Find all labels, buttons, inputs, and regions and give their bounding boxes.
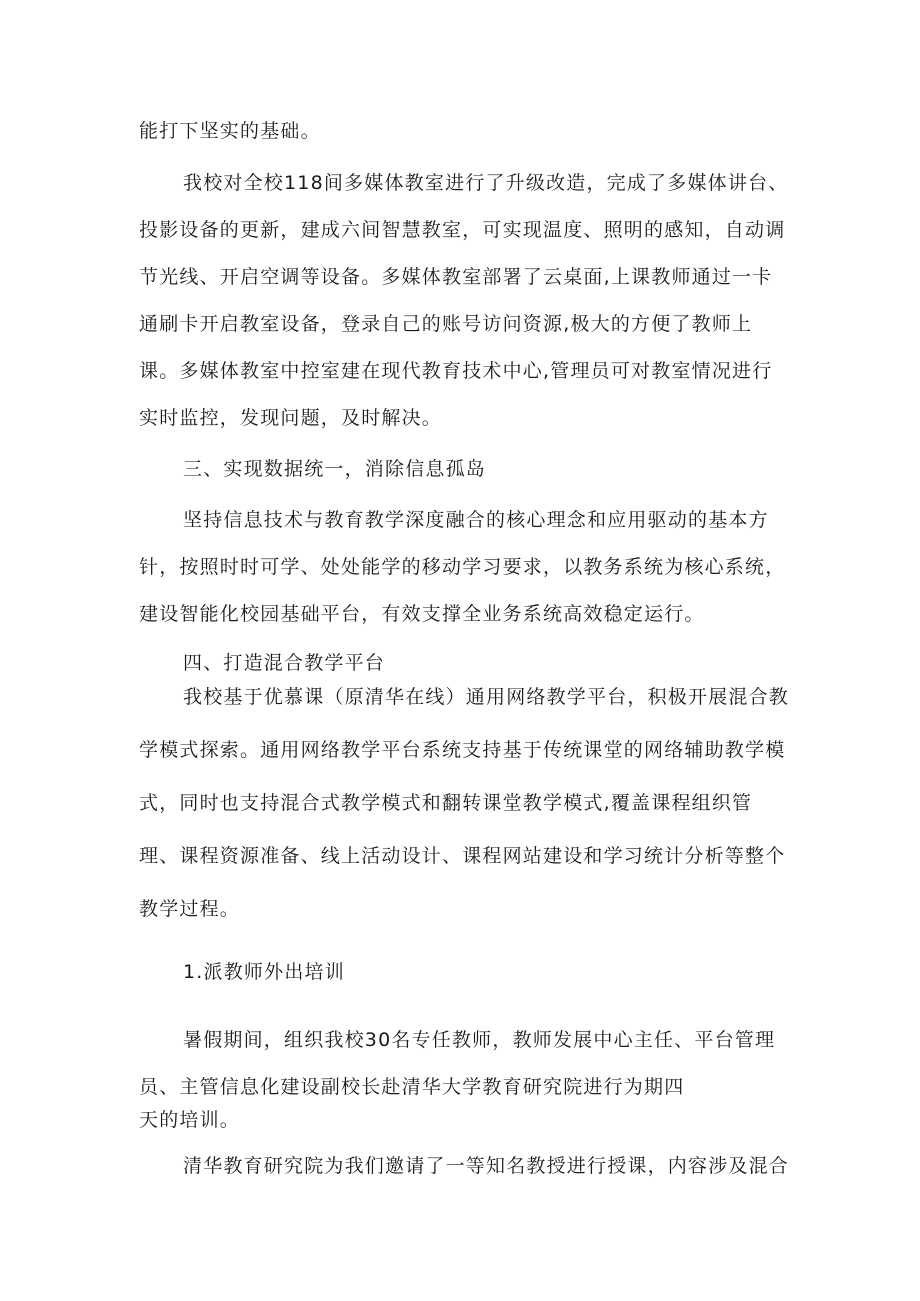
section-heading: 四、打造混合教学平台 [183, 652, 386, 674]
paragraph-line: 节光线、开启空调等设备。多媒体教室部署了云桌面,上课教师通过一卡 [139, 266, 773, 288]
paragraph-line: 我校基于优慕课（原清华在线）通用网络教学平台，积极开展混合教 [183, 686, 790, 708]
paragraph-line: 员、主管信息化建设副校长赴清华大学教育研究院进行为期四 [139, 1076, 685, 1098]
paragraph-line: 清华教育研究院为我们邀请了一等知名教授进行授课，内容涉及混合 [183, 1155, 790, 1177]
paragraph-line: 坚持信息技术与教育教学深度融合的核心理念和应用驱动的基本方 [183, 509, 769, 531]
paragraph-line: 式，同时也支持混合式教学模式和翻转课堂教学模式,覆盖课程组织管 [139, 792, 753, 814]
paragraph-line: 暑假期间，组织我校30名专任教师，教师发展中心主任、平台管理 [183, 1029, 776, 1051]
paragraph-line: 教学过程。 [139, 898, 241, 920]
paragraph-line: 理、课程资源准备、线上活动设计、课程网站建设和学习统计分析等整个 [139, 845, 786, 867]
paragraph-line: 能打下坚实的基础。 [139, 120, 321, 142]
paragraph-line: 学模式探索。通用网络教学平台系统支持基于传统课堂的网络辅助教学模 [139, 739, 786, 761]
paragraph-line: 我校对全校118间多媒体教室进行了升级改造，完成了多媒体讲台、 [183, 172, 789, 194]
paragraph-line: 天的培训。 [139, 1109, 241, 1131]
paragraph-line: 针，按照时时可学、处处能学的移动学习要求，以教务系统为核心系统， [139, 556, 786, 578]
section-heading: 三、实现数据统一，消除信息孤岛 [183, 458, 487, 480]
paragraph-line: 建设智能化校园基础平台，有效支撑全业务系统高效稳定运行。 [139, 603, 705, 625]
paragraph-line: 通刷卡开启教室设备，登录自己的账号访问资源,极大的方便了教师上 [139, 313, 753, 335]
subsection-heading: 1.派教师外出培训 [183, 961, 345, 983]
paragraph-line: 实时监控，发现问题，及时解决。 [139, 407, 443, 429]
paragraph-line: 投影设备的更新，建成六间智慧教室，可实现温度、照明的感知，自动调 [139, 219, 786, 241]
paragraph-line: 课。多媒体教室中控室建在现代教育技术中心,管理员可对教室情况进行 [139, 360, 773, 382]
